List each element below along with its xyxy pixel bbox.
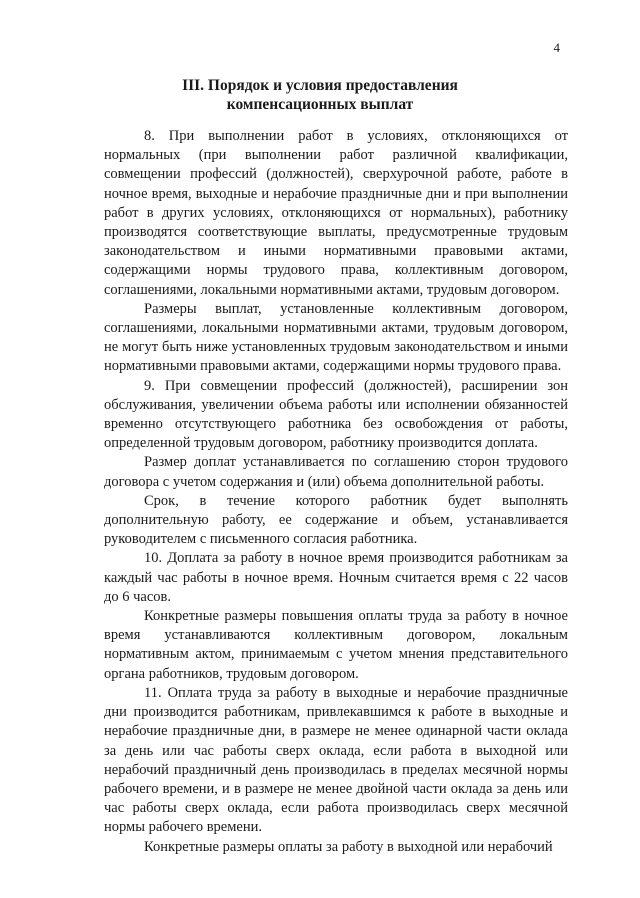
page-number: 4 — [553, 40, 560, 55]
document-body — [104, 127, 568, 857]
paragraph-night-work-sizes: Конкретные размеры повышения оплаты труда за работу в ночное время устанавливаются коллективным договором, локальным нормативным актом, принимаемым с учетом мнения представительного органа работников, трудовым договором. — [104, 608, 568, 682]
paragraph-surcharge-size: Размер доплат устанавливается по соглашению сторон трудового договора с учетом содержания и (или) объема дополнительной работы. — [104, 454, 568, 490]
paragraph-8: 8. При выполнении работ в условиях, отклоняющихся от нормальных (при выполнении работ различной квалификации, совмещении профессий (должностей), сверхурочной работе, работе в ночное время, выходные и нерабочие праздничные дни и при выполнении работ в других условиях, отклоняющихся от нормальных), работнику производятся соответствующие выплаты, предусмотренные трудовым законодательством и иными нормативными правовыми актами, содержащими нормы трудового права, коллективным договором, соглашениями, локальными нормативными актами, трудовым договором. — [104, 128, 568, 298]
section-title-line-2: компенсационных выплат — [226, 96, 414, 113]
paragraph-term: Срок, в течение которого работник будет выполнять дополнительную работу, ее содержание и объем, устанавливается руководителем с письменного согласия работника. — [104, 492, 568, 548]
paragraph-payment-sizes: Размеры выплат, установленные коллективным договором, соглашениями, локальными нормативными актами, трудовым договором, не могут быть ниже установленных трудовым законодательством и иными нормативными правовыми актами, содержащими нормы трудового права. — [104, 300, 568, 375]
paragraph-9: 9. При совмещении профессий (должностей), расширении зон обслуживания, увеличении объема работы или исполнении обязанностей временно отсутствующего работника без освобождения от работы, определенной трудовым договором, работнику производится доплата. — [104, 377, 568, 452]
paragraph-weekend-work-sizes: Конкретные размеры оплаты за работу в выходной или нерабочий — [144, 838, 553, 855]
section-heading — [0, 76, 640, 114]
paragraph-11: 11. Оплата труда за работу в выходные и нерабочие праздничные дни производится работникам, привлекавшимся к работе в выходные и нерабочие праздничные дни, в размере не менее одинарной части оклада за день или час работы сверх оклада, если работа в выходной или нерабочий праздничный день производилась в пределах месячной нормы рабочего времени, и в размере не менее двойной части оклада за день или час работы сверх оклада, если работа производилась сверх месячной нормы рабочего времени. — [104, 684, 568, 836]
paragraph-10: 10. Доплата за работу в ночное время производится работникам за каждый час работы в ночное время. Ночным считается время с 22 часов до 6 часов. — [104, 550, 568, 605]
section-title-line-1: III. Порядок и условия предоставления — [182, 77, 458, 94]
